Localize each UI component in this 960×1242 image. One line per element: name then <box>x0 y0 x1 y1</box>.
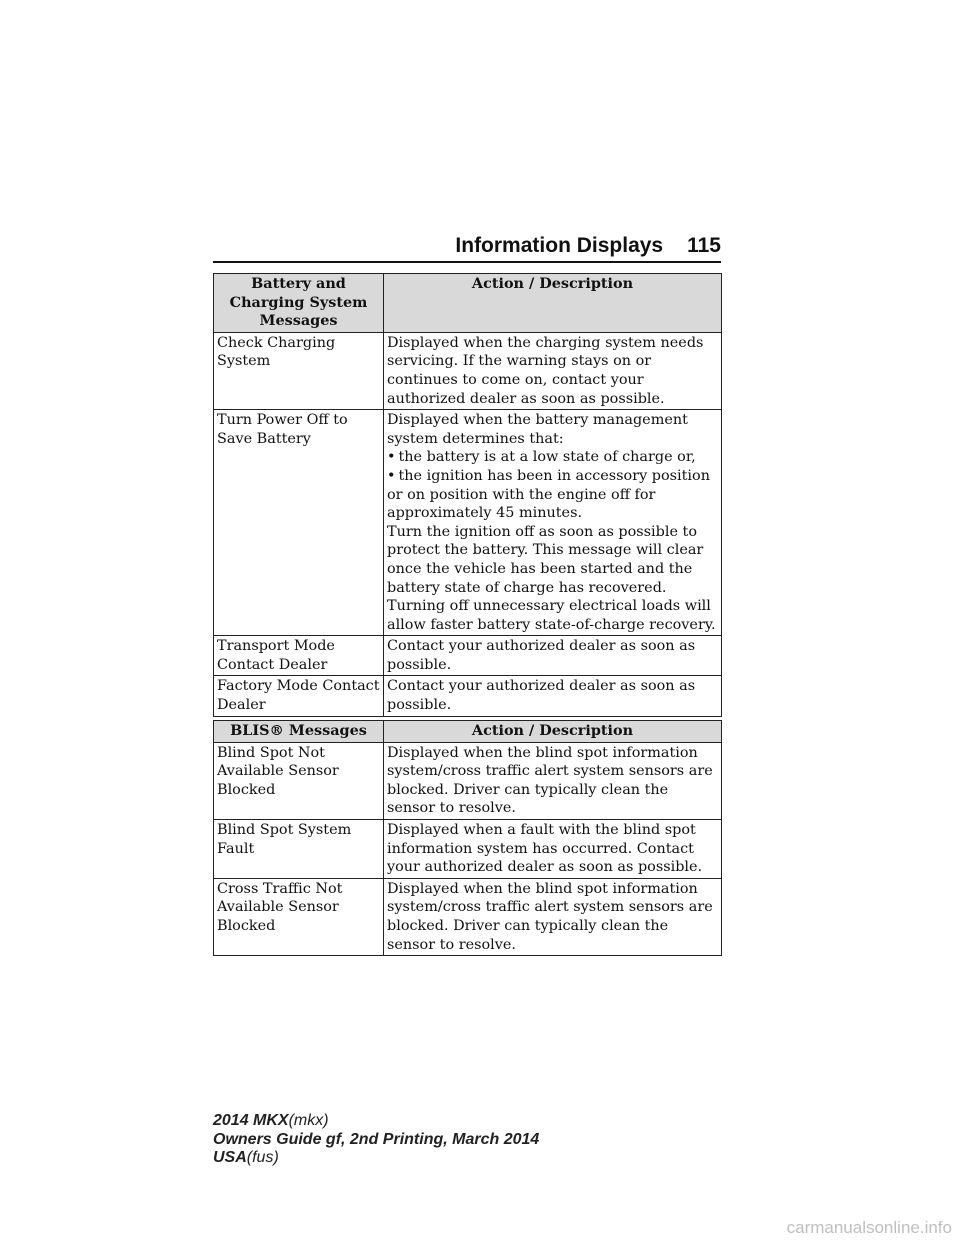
table-row <box>214 742 722 819</box>
description-text: Displayed when the battery management system determines that: <box>387 412 688 447</box>
bullet-item: • the ignition has been in accessory position or on position with the engine off for approximately 45 minutes. <box>387 467 718 523</box>
message-cell: Blind Spot System Fault <box>214 819 384 878</box>
table-row <box>214 819 722 878</box>
message-cell: Factory Mode Contact Dealer <box>214 676 384 716</box>
column-header-messages: Battery and Charging System Messages <box>214 274 384 333</box>
table-row <box>214 878 722 955</box>
table-row <box>214 636 722 676</box>
description-cell <box>384 410 722 636</box>
description-cell: Displayed when the blind spot information system/cross traffic alert system sensors are blocked. Driver can typically clean the sensor to resolve. <box>384 742 722 819</box>
message-cell: Cross Traffic Not Available Sensor Blocked <box>214 878 384 955</box>
table-row <box>214 676 722 716</box>
blis-messages-table <box>213 720 722 956</box>
footer-line-edition: Owners Guide gf, 2nd Printing, March 2014 <box>213 1130 540 1148</box>
footer-line-market: USA(fus) <box>213 1149 279 1166</box>
footer-line-model: 2014 MKX(mkx) <box>213 1112 329 1129</box>
header-rule <box>213 261 721 263</box>
message-cell: Blind Spot Not Available Sensor Blocked <box>214 742 384 819</box>
description-text: Turn the ignition off as soon as possible to protect the battery. This message will clear once the vehicle has been started and the battery state of charge has recovered. Turning off unnecessary electrical loads will allow faster battery state-of-charge recovery. <box>387 523 716 633</box>
column-header-messages: BLIS® Messages <box>214 721 384 743</box>
bullet-item: • the battery is at a low state of charge or, <box>387 448 718 467</box>
description-cell: Displayed when the blind spot information system/cross traffic alert system sensors are blocked. Driver can typically clean the sensor to resolve. <box>384 878 722 955</box>
table-header-row <box>214 274 722 333</box>
message-cell: Transport Mode Contact Dealer <box>214 636 384 676</box>
column-header-action: Action / Description <box>384 721 722 743</box>
table-row <box>214 410 722 636</box>
document-footer <box>213 1112 539 1168</box>
table-header-row <box>214 721 722 743</box>
column-header-action: Action / Description <box>384 274 722 333</box>
watermark: carmanualsonline.info <box>786 1218 952 1237</box>
description-cell: Contact your authorized dealer as soon as possible. <box>384 676 722 716</box>
message-cell: Turn Power Off to Save Battery <box>214 410 384 636</box>
table-row <box>214 332 722 409</box>
page-number: 115 <box>687 234 721 257</box>
page-header <box>213 230 721 258</box>
description-cell: Displayed when a fault with the blind spot information system has occurred. Contact your authorized dealer as soon as possible. <box>384 819 722 878</box>
section-title: Information Displays <box>455 234 664 257</box>
description-cell: Displayed when the charging system needs servicing. If the warning stays on or continues to come on, contact your authorized dealer as soon as possible. <box>384 332 722 409</box>
message-cell: Check Charging System <box>214 332 384 409</box>
battery-messages-table <box>213 273 722 717</box>
description-cell: Contact your authorized dealer as soon as possible. <box>384 636 722 676</box>
